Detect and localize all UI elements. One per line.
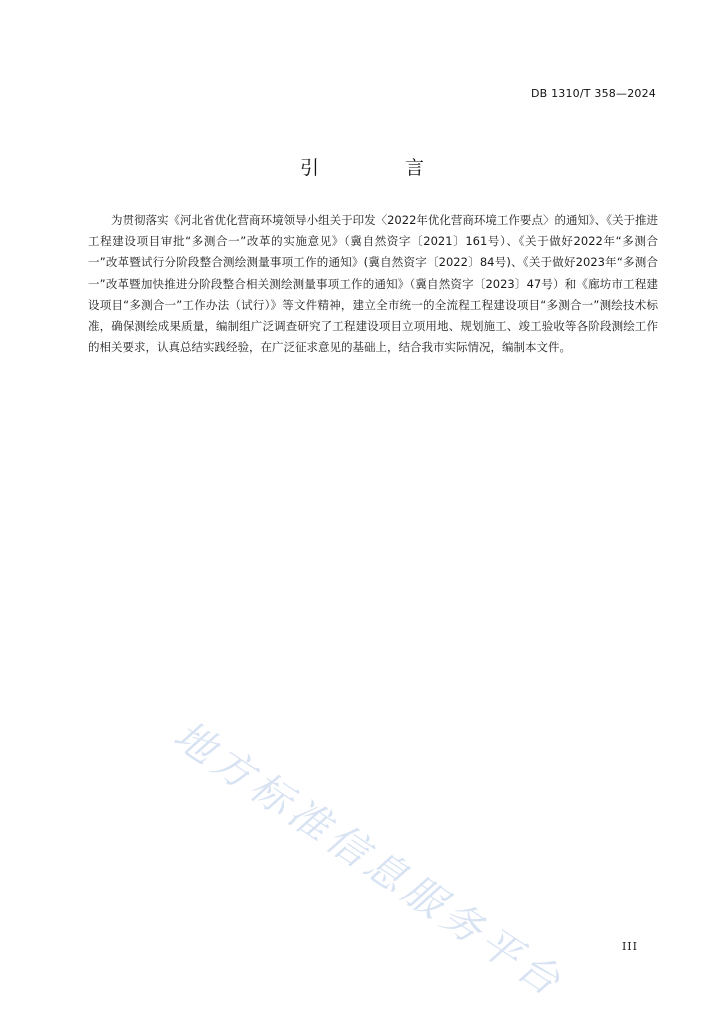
introduction-paragraph: 为贯彻落实《河北省优化营商环境领导小组关于印发〈2022年优化营商环境工作要点〉的通知》、《关于推进工程建设项目审批“多测合一”改革的实施意见》（冀自然资字〔2021〕161号）、《关于做好2022年“多测合一”改革暨试行分阶段整合测绘测量事项工作的通知》(冀自然资字〔2022〕84号)、《关于做好2023年“多测合一”改革暨加快推进分阶段整合相关测绘测量事项工作的通知》（冀自然资字〔2023〕47号）和《廊坊市工程建设项目“多测合一”工作办法（试行）》等文件精神，建立全市统一的全流程工程建设项目“多测合一”测绘技术标准，确保测绘成果质量，编制组广泛调查研究了工程建设项目立项用地、规划施工、竣工验收等各阶段测绘工作的相关要求，认真总结实践经验，在广泛征求意见的基础上，结合我市实际情况，编制本文件。 <box>88 213 658 355</box>
section-title: 引 言 <box>299 157 465 179</box>
watermark: 地方标准信息服务平台 <box>165 712 573 1008</box>
document-code: DB 1310/T 358—2024 <box>530 87 656 100</box>
page-number: III <box>621 940 638 953</box>
